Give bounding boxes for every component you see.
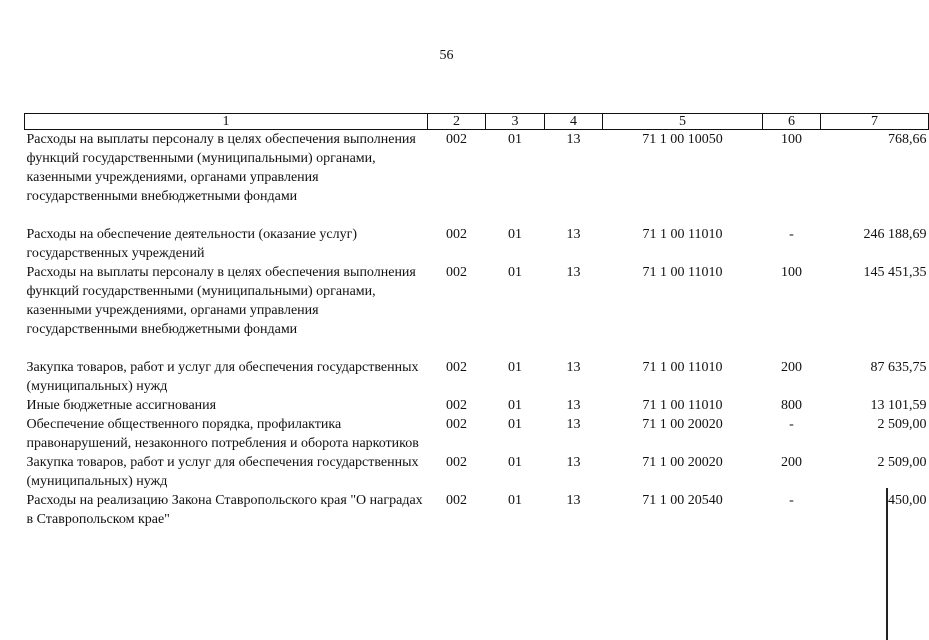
row-expense-type: 200 [781, 360, 802, 375]
header-col-7: 7 [821, 114, 929, 130]
table-row [25, 130, 929, 226]
header-col-2: 2 [428, 114, 486, 130]
row-amount: 246 188,69 [863, 227, 927, 242]
row-target-article: 71 1 00 11010 [642, 360, 723, 375]
header-col-5: 5 [603, 114, 763, 130]
row-description: Расходы на реализацию Закона Ставропольского края "О наградах в Ставропольском крае" [26, 493, 423, 527]
header-col-3: 3 [486, 114, 545, 130]
header-col-4: 4 [545, 114, 603, 130]
table-row [25, 225, 929, 263]
row-target-article: 71 1 00 11010 [642, 265, 723, 280]
row-section-code: 01 [508, 493, 522, 508]
row-description: Расходы на обеспечение деятельности (оказание услуг) государственных учреждений [26, 227, 358, 261]
header-col-1: 1 [25, 114, 428, 130]
table-row [25, 453, 929, 491]
row-amount: 145 451,35 [863, 265, 927, 280]
row-ministry-code: 002 [446, 493, 467, 508]
scan-edge-line [886, 488, 888, 640]
row-subsection-code: 13 [566, 265, 581, 280]
row-target-article: 71 1 00 20020 [642, 455, 723, 470]
row-target-article: 71 1 00 10050 [642, 132, 723, 147]
table-row [25, 358, 929, 396]
row-ministry-code: 002 [446, 417, 467, 432]
row-description: Закупка товаров, работ и услуг для обеспечения государственных (муниципальных) нужд [26, 455, 419, 489]
row-section-code: 01 [508, 265, 522, 280]
row-amount: 2 509,00 [877, 417, 927, 432]
row-description: Иные бюджетные ассигнования [26, 398, 217, 413]
row-expense-type: - [789, 227, 794, 242]
table-row [25, 415, 929, 453]
row-target-article: 71 1 00 11010 [642, 398, 723, 413]
row-amount: 450,00 [888, 493, 927, 508]
row-section-code: 01 [508, 360, 522, 375]
row-amount: 768,66 [888, 132, 927, 147]
table-row [25, 396, 929, 415]
table-row [25, 263, 929, 358]
row-section-code: 01 [508, 398, 522, 413]
row-target-article: 71 1 00 20020 [642, 417, 723, 432]
row-section-code: 01 [508, 417, 522, 432]
row-section-code: 01 [508, 132, 522, 147]
row-ministry-code: 002 [446, 398, 467, 413]
row-expense-type: 100 [781, 265, 802, 280]
row-description: Закупка товаров, работ и услуг для обеспечения государственных (муниципальных) нужд [26, 360, 419, 394]
row-section-code: 01 [508, 455, 522, 470]
row-ministry-code: 002 [446, 132, 467, 147]
row-subsection-code: 13 [566, 493, 581, 508]
row-subsection-code: 13 [566, 227, 581, 242]
row-amount: 13 101,59 [870, 398, 927, 413]
row-target-article: 71 1 00 20540 [642, 493, 723, 508]
row-description: Расходы на выплаты персоналу в целях обеспечения выполнения функций государственными (муниципальными) органами, казенными учреждениями, органами управления государственными внебюджетными фондами [26, 265, 416, 337]
row-ministry-code: 002 [446, 227, 467, 242]
row-expense-type: 100 [781, 132, 802, 147]
row-subsection-code: 13 [566, 455, 581, 470]
row-subsection-code: 13 [566, 417, 581, 432]
row-description: Расходы на выплаты персоналу в целях обеспечения выполнения функций государственными (муниципальными) органами, казенными учреждениями, органами управления государственными внебюджетными фондами [26, 132, 416, 204]
row-target-article: 71 1 00 11010 [642, 227, 723, 242]
row-ministry-code: 002 [446, 265, 467, 280]
row-ministry-code: 002 [446, 360, 467, 375]
row-expense-type: - [789, 493, 794, 508]
row-expense-type: - [789, 417, 794, 432]
table-row [25, 491, 929, 529]
header-col-6: 6 [763, 114, 821, 130]
header-row [25, 114, 929, 130]
row-subsection-code: 13 [566, 398, 581, 413]
row-subsection-code: 13 [566, 132, 581, 147]
row-amount: 2 509,00 [877, 455, 927, 470]
row-description: Обеспечение общественного порядка, профилактика правонарушений, незаконного потребления и оборота наркотиков [26, 417, 419, 451]
row-subsection-code: 13 [566, 360, 581, 375]
page-number: 56 [439, 48, 454, 63]
budget-table [24, 113, 929, 529]
row-amount: 87 635,75 [870, 360, 927, 375]
row-expense-type: 200 [781, 455, 802, 470]
row-section-code: 01 [508, 227, 522, 242]
row-expense-type: 800 [781, 398, 802, 413]
row-ministry-code: 002 [446, 455, 467, 470]
